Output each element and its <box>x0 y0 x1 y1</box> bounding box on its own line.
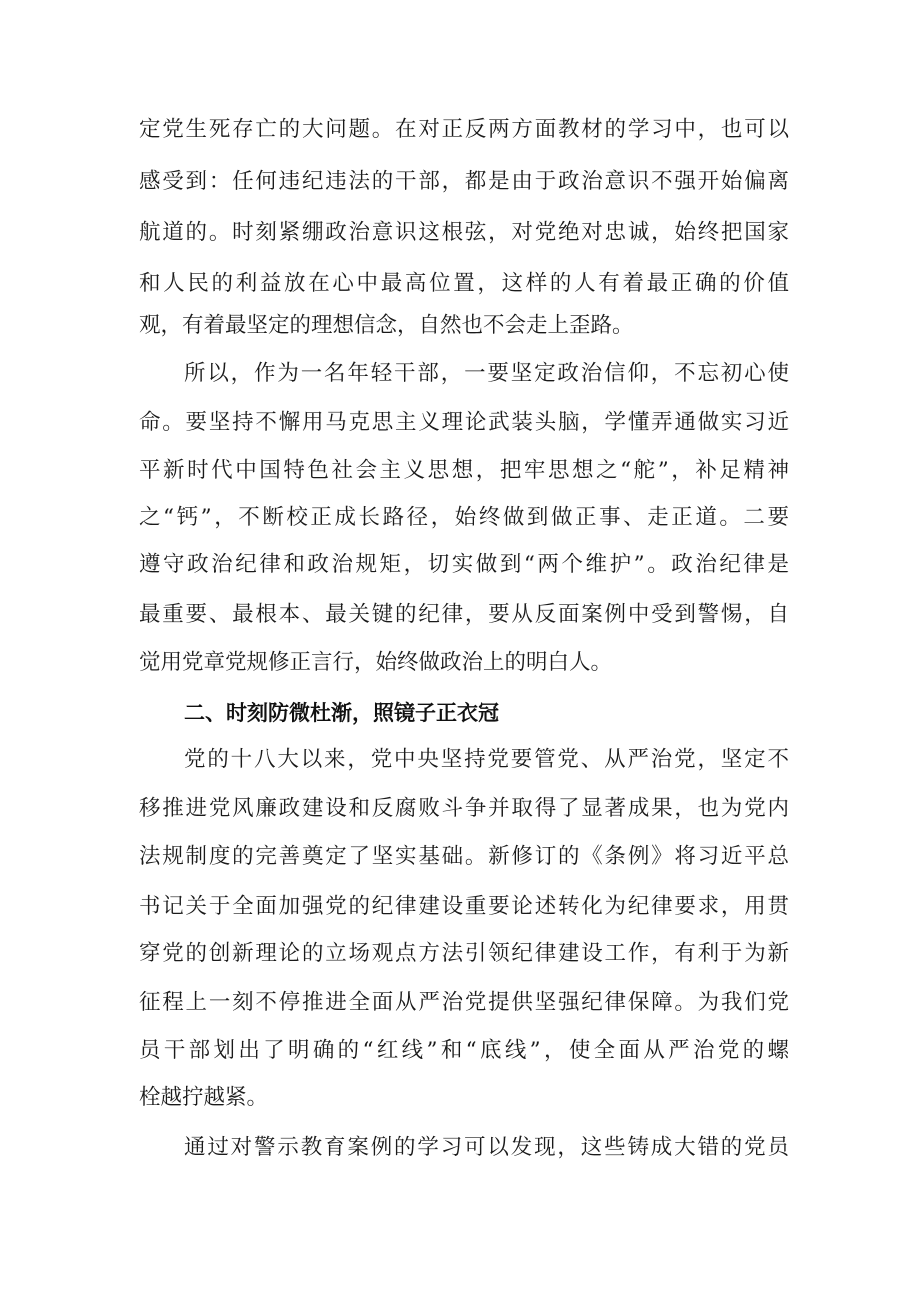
body-line: 最重要、最根本、最关键的纪律，要从反面案例中受到警惕，自 <box>139 602 789 627</box>
paragraph-first-line: 党的十八大以来，党中央坚持党要管党、从严治党，坚定不 <box>184 747 789 772</box>
body-line: 和人民的利益放在心中最高位置，这样的人有着最正确的价值 <box>139 271 789 296</box>
body-line: 觉用党章党规修正言行，始终做政治上的明白人。 <box>139 650 613 675</box>
body-line: 移推进党风廉政建设和反腐败斗争并取得了显著成果，也为党内 <box>139 796 789 821</box>
body-line: 遵守政治纪律和政治规矩，切实做到“两个维护”。政治纪律是 <box>139 552 789 577</box>
body-line: 平新时代中国特色社会主义思想，把牢思想之“舵”，补足精神 <box>139 458 789 483</box>
body-line: 书记关于全面加强党的纪律建设重要论述转化为纪律要求，用贯 <box>139 894 789 919</box>
section-heading: 二、时刻防微杜渐，照镜子正衣冠 <box>184 701 499 725</box>
body-line: 之“钙”，不断校正成长路径，始终做到做正事、走正道。二要 <box>139 505 789 530</box>
body-line: 法规制度的完善奠定了坚实基础。新修订的《条例》将习近平总 <box>139 844 789 869</box>
body-line: 命。要坚持不懈用马克思主义理论武装头脑，学懂弄通做实习近 <box>139 410 789 435</box>
body-line: 感受到：任何违纪违法的干部，都是由于政治意识不强开始偏离 <box>139 169 789 194</box>
body-line: 栓越拧越紧。 <box>139 1085 269 1110</box>
body-line: 定党生死存亡的大问题。在对正反两方面教材的学习中，也可以 <box>139 117 789 142</box>
paragraph-first-line: 通过对警示教育案例的学习可以发现，这些铸成大错的党员 <box>184 1135 789 1160</box>
body-line: 征程上一刻不停推进全面从严治党提供坚强纪律保障。为我们党 <box>139 990 789 1015</box>
body-line: 穿党的创新理论的立场观点方法引领纪律建设工作，有利于为新 <box>139 941 789 966</box>
body-line: 员干部划出了明确的“红线”和“底线”，使全面从严治党的螺 <box>139 1038 789 1063</box>
paragraph-first-line: 所以，作为一名年轻干部，一要坚定政治信仰，不忘初心使 <box>184 361 789 386</box>
body-line: 观，有着最坚定的理想信念，自然也不会走上歪路。 <box>139 313 634 338</box>
body-line: 航道的。时刻紧绷政治意识这根弦，对党绝对忠诚，始终把国家 <box>139 220 789 245</box>
